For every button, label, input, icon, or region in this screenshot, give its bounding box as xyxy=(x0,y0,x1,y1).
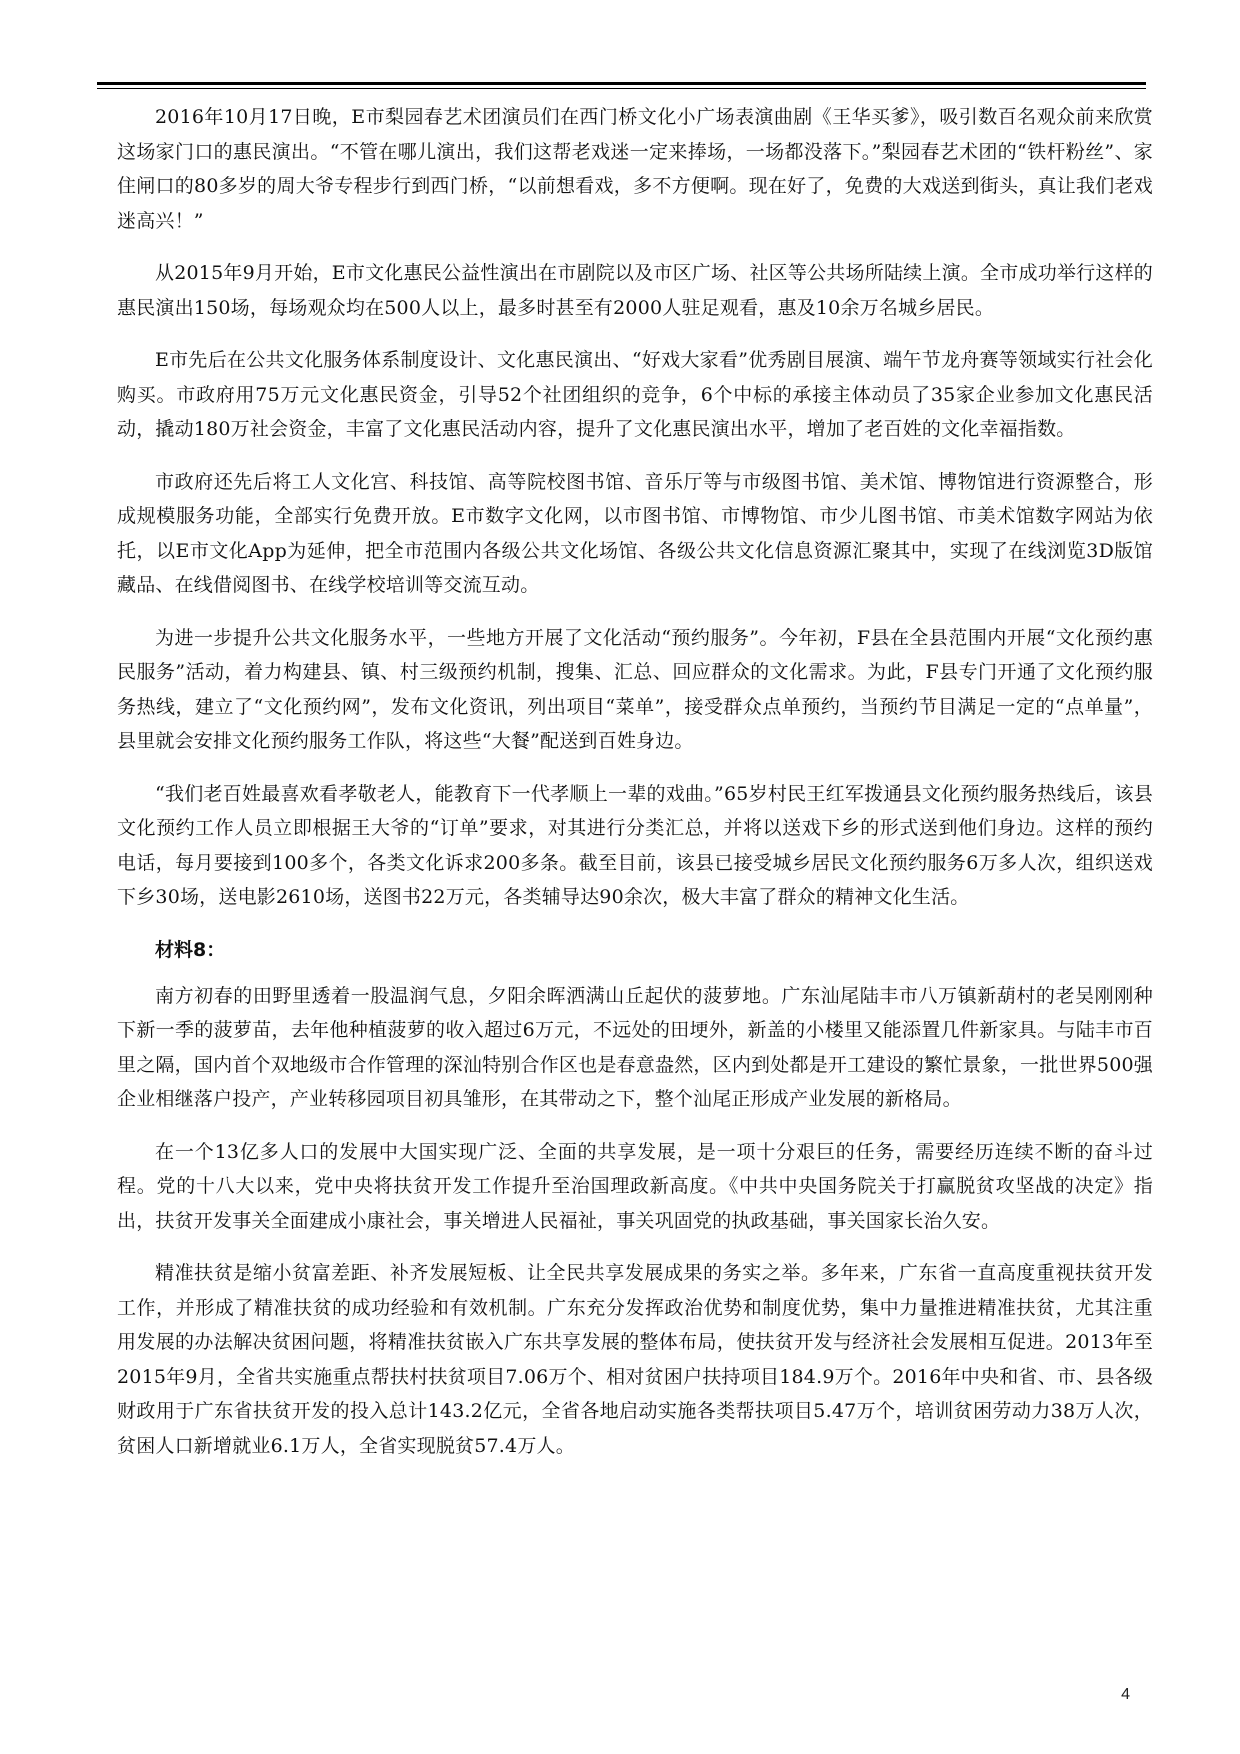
header-rule-thick xyxy=(97,82,1146,85)
paragraph: 南方初春的田野里透着一股温润气息，夕阳余晖洒满山丘起伏的菠萝地。广东汕尾陆丰市八万镇新葫村的老吴刚刚种下新一季的菠萝苗，去年他种植菠萝的收入超过6万元，不远处的田埂外，新盖的小楼里又能添置几件新家具。与陆丰市百里之隔，国内首个双地级市合作管理的深汕特别合作区也是春意盎然，区内到处都是开工建设的繁忙景象，一批世界500强企业相继落户投产，产业转移园项目初具雏形，在其带动之下，整个汕尾正形成产业发展的新格局。 xyxy=(117,984,1153,1110)
paragraph: E市先后在公共文化服务体系制度设计、文化惠民演出、“好戏大家看”优秀剧目展演、端午节龙舟赛等领域实行社会化购买。市政府用75万元文化惠民资金，引导52个社团组织的竞争，6个中标的承接主体动员了35家企业参加文化惠民活动，撬动180万社会资金，丰富了文化惠民活动内容，提升了文化惠民演出水平，增加了老百姓的文化幸福指数。 xyxy=(117,349,1153,440)
paragraph: 市政府还先后将工人文化宫、科技馆、高等院校图书馆、音乐厅等与市级图书馆、美术馆、博物馆进行资源整合，形成规模服务功能，全部实行免费开放。E市数字文化网，以市图书馆、市博物馆、市少儿图书馆、市美术馆数字网站为依托，以E市文化App为延伸，把全市范围内各级公共文化场馆、各级公共文化信息资源汇聚其中，实现了在线浏览3D版馆藏品、在线借阅图书、在线学校培训等交流互动。 xyxy=(117,470,1153,596)
paragraph: “我们老百姓最喜欢看孝敬老人，能教育下一代孝顺上一辈的戏曲。”65岁村民王红军拨通县文化预约服务热线后，该县文化预约工作人员立即根据王大爷的“订单”要求，对其进行分类汇总，并将以送戏下乡的形式送到他们身边。这样的预约电话，每月要接到100多个，各类文化诉求200多条。截至目前，该县已接受城乡居民文化预约服务6万多人次，组织送戏下乡30场，送电影2610场，送图书22万元，各类辅导达90余次，极大丰富了群众的精神文化生活。 xyxy=(117,782,1153,908)
header-rule-thin xyxy=(97,88,1146,89)
paragraph: 为进一步提升公共文化服务水平，一些地方开展了文化活动“预约服务”。今年初，F县在全县范围内开展“文化预约惠民服务”活动，着力构建县、镇、村三级预约机制，搜集、汇总、回应群众的文化需求。为此，F县专门开通了文化预约服务热线，建立了“文化预约网”，发布文化资讯，列出项目“菜单”，接受群众点单预约，当预约节目满足一定的“点单量”，县里就会安排文化预约服务工作队，将这些“大餐”配送到百姓身边。 xyxy=(117,626,1153,752)
paragraph: 在一个13亿多人口的发展中大国实现广泛、全面的共享发展，是一项十分艰巨的任务，需要经历连续不断的奋斗过程。党的十八大以来，党中央将扶贫开发工作提升至治国理政新高度。《中共中央国务院关于打赢脱贫攻坚战的决定》指出，扶贫开发事关全面建成小康社会，事关增进人民福祉，事关巩固党的执政基础，事关国家长治久安。 xyxy=(117,1140,1153,1232)
page-number: 4 xyxy=(1121,1686,1130,1703)
paragraph: 从2015年9月开始，E市文化惠民公益性演出在市剧院以及市区广场、社区等公共场所陆续上演。全市成功举行这样的惠民演出150场，每场观众均在500人以上，最多时甚至有2000人驻足观看，惠及10余万名城乡居民。 xyxy=(117,262,1153,319)
section-heading: 材料8： xyxy=(155,938,226,961)
document-body xyxy=(117,100,1153,1481)
paragraph: 2016年10月17日晚，E市梨园春艺术团演员们在西门桥文化小广场表演曲剧《王华买爹》，吸引数百名观众前来欣赏这场家门口的惠民演出。“不管在哪儿演出，我们这帮老戏迷一定来捧场，一场都没落下。”梨园春艺术团的“铁杆粉丝”、家住闸口的80多岁的周大爷专程步行到西门桥，“以前想看戏，多不方便啊。现在好了，免费的大戏送到街头，真让我们老戏迷高兴！” xyxy=(117,106,1153,232)
paragraph: 精准扶贫是缩小贫富差距、补齐发展短板、让全民共享发展成果的务实之举。多年来，广东省一直高度重视扶贫开发工作，并形成了精准扶贫的成功经验和有效机制。广东充分发挥政治优势和制度优势，集中力量推进精准扶贫，尤其注重用发展的办法解决贫困问题，将精准扶贫嵌入广东共享发展的整体布局，使扶贫开发与经济社会发展相互促进。2013年至2015年9月，全省共实施重点帮扶村扶贫项目7.06万个、相对贫困户扶持项目184.9万个。2016年中央和省、市、县各级财政用于广东省扶贫开发的投入总计143.2亿元，全省各地启动实施各类帮扶项目5.47万个，培训贫困劳动力38万人次，贫困人口新增就业6.1万人，全省实现脱贫57.4万人。 xyxy=(117,1262,1153,1457)
